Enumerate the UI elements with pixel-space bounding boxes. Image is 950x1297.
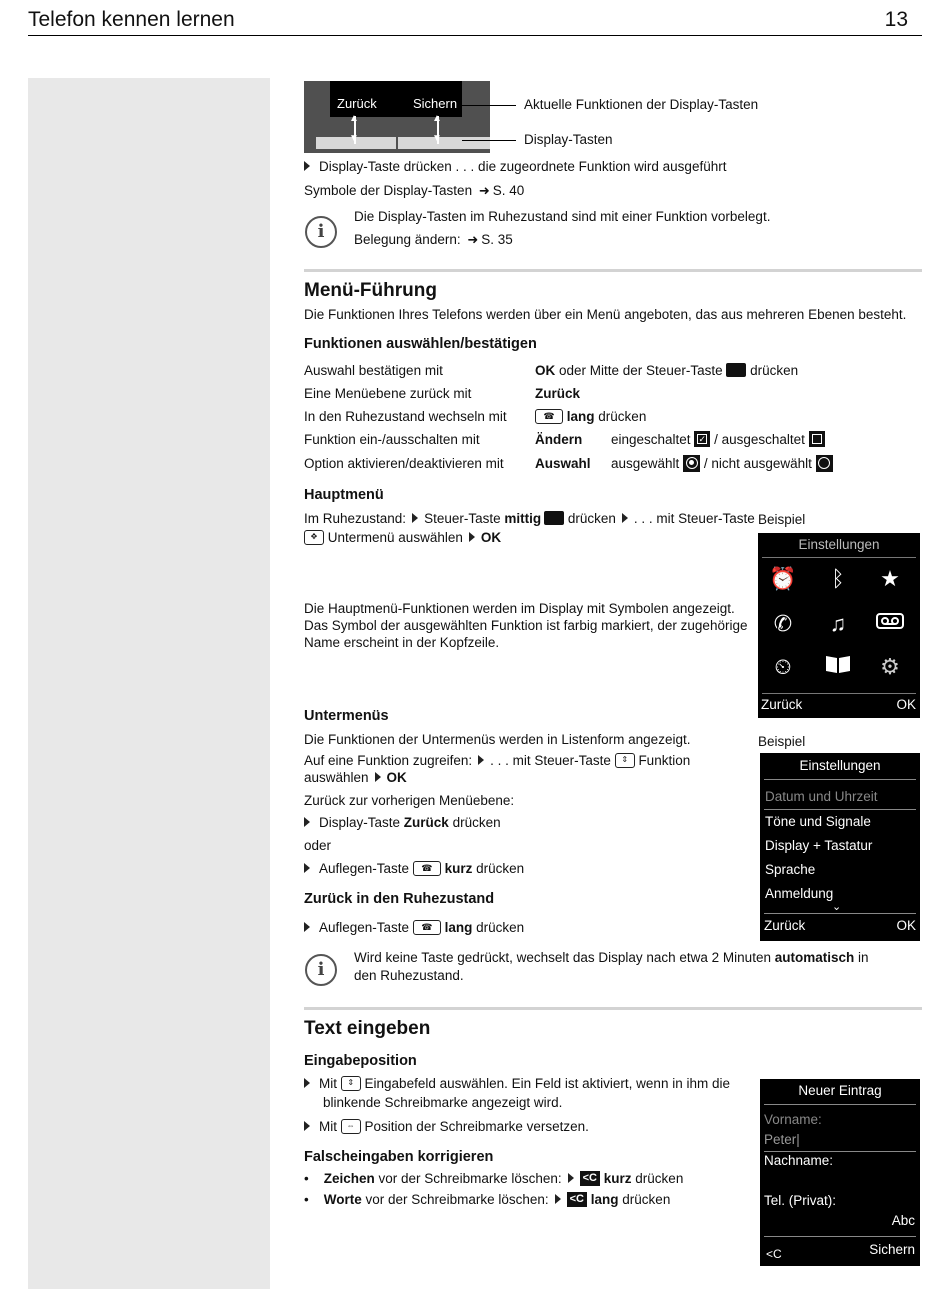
option-legend: ausgewählt / nicht ausgewählt [611,455,833,473]
device-right-key-label: Sichern [413,96,458,111]
device-left-key-label: Zurück [337,96,377,111]
step-arrow-icon [478,755,484,765]
screen-right-key[interactable]: OK [896,697,916,712]
submenu-step2: Auflegen-Taste ☎ kurz drücken [304,860,524,878]
end-call-key-icon: ☎ [413,861,441,876]
gear-icon[interactable]: ⚙ [880,654,900,679]
step-arrow-icon [555,1194,561,1204]
text-step2: Mit ⇔ Position der Schreibmarke versetzen. [304,1118,589,1136]
step-arrow-icon [412,513,418,523]
screen-right-key[interactable]: OK [896,918,916,933]
mainmenu-screen [758,533,920,718]
bluetooth-icon[interactable]: ᛒ [831,566,845,591]
mainmenu-desc-3: Name erscheint in der Kopfzeile. [304,635,500,650]
menu-row-label: Option aktivieren/deaktivieren mit [304,456,504,471]
bullet-words: • Worte vor der Schreibmarke löschen: <C lang drücken [304,1192,671,1207]
nav-key-updown-icon: ⇕ [615,753,635,768]
menu-row-action: OK oder Mitte der Steuer-Taste drücken [535,363,799,378]
screen-left-key[interactable]: Zurück [761,697,803,712]
screen-divider [764,1104,916,1105]
bullet-icon: • [304,1171,309,1186]
info-icon: i [305,954,337,986]
menu-row-action: Ändern [535,432,583,447]
screen-divider [764,913,916,914]
screen-divider [762,557,916,558]
device-display-keys [316,137,490,149]
nav-key-center-icon [544,511,564,525]
key-divider [396,137,398,149]
screen-title: Einstellungen [798,537,880,552]
callout-keys: Display-Tasten [524,132,613,147]
info-text-1: Die Display-Tasten im Ruhezustand sind mit einer Funktion vorbelegt. [354,209,771,224]
screen-divider [762,693,916,694]
input-mode-indicator: Abc [891,1213,915,1228]
delete-key-icon: <C [567,1192,587,1207]
submenu-line1: Die Funktionen der Untermenüs werden in Listenform angezeigt. [304,732,691,747]
step-arrow-icon [304,922,310,932]
text-step1: Mit ⇕ Eingabefeld auswählen. Ein Feld ist aktiviert, wenn in ihm die [304,1075,730,1093]
section-heading-menu: Menü-Führung [304,280,437,301]
screen-divider [764,809,916,810]
end-call-key-icon: ☎ [413,920,441,935]
callout-functions: Aktuelle Funktionen der Display-Tasten [524,97,759,112]
list-item[interactable]: Datum und Uhrzeit [765,789,878,804]
submenu-line4: Zurück zur vorherigen Menüebene: [304,793,515,808]
list-item[interactable]: Display + Tastatur [765,838,873,853]
callout-line [462,140,516,141]
section-separator [304,1007,922,1010]
delete-softkey[interactable]: <C [766,1247,782,1261]
header-rule [28,35,922,36]
text-step1-cont: blinkende Schreibmarke angezeigt wird. [323,1095,563,1110]
step-arrow-icon [375,772,381,782]
field-label: Vorname: [764,1112,822,1127]
screen-divider [764,1151,916,1152]
field-label[interactable]: Nachname: [764,1153,834,1168]
example-label: Beispiel [758,734,806,749]
screen-left-key[interactable]: Zurück [764,918,806,933]
bullet-chars: • Zeichen vor der Schreibmarke löschen: <C kurz drücken [304,1171,684,1186]
info-text-2: Belegung ändern: ➜ S. 35 [354,232,513,247]
screen-title: Einstellungen [799,758,881,773]
delete-key-icon: <C [580,1171,600,1186]
list-item[interactable]: Anmeldung [765,886,834,901]
voicemail-icon[interactable] [876,610,904,638]
list-item[interactable]: Sprache [765,862,816,877]
chevron-down-icon: ⌄ [832,901,842,913]
menu-row-label: In den Ruhezustand wechseln mit [304,409,507,424]
arrow-up-icon: ▲ [349,113,359,124]
section-separator [304,269,922,272]
list-item[interactable]: Töne und Signale [765,814,871,829]
idle-step: Auflegen-Taste ☎ lang drücken [304,919,524,937]
step-arrow-icon [622,513,628,523]
step-arrow-icon [304,817,310,827]
bullet-icon: • [304,1192,309,1207]
subheading-position: Eingabeposition [304,1053,417,1069]
menu-row-action: Auswahl [535,456,591,471]
mainmenu-line2: ✥ Untermenü auswählen OK [304,529,501,547]
menu-row-label: Funktion ein-/ausschalten mit [304,432,480,447]
page-ref-arrow-icon: ➜ [467,232,479,247]
info-icon: i [305,216,337,248]
nav-key-leftright-icon: ⇔ [341,1119,361,1134]
menu-row-action: ☎ lang drücken [535,408,646,426]
subheading-submenu: Untermenüs [304,708,389,724]
step-arrow-icon [304,161,310,171]
page-ref-arrow-icon: ➜ [478,183,490,198]
step-arrow-icon [568,1173,574,1183]
alarm-clock-icon[interactable]: ⏰ [769,566,797,591]
screen-divider [764,1236,916,1237]
radio-selected-icon [683,455,700,472]
callout-line [462,105,516,106]
display-key-symbols-ref: Symbole der Display-Tasten ➜ S. 40 [304,183,525,198]
subheading-correct: Falscheingaben korrigieren [304,1149,494,1165]
menu-row-label: Eine Menüebene zurück mit [304,386,472,401]
menu-intro: Die Funktionen Ihres Telefons werden über ein Menü angeboten, das aus mehreren Ebenen besteht. [304,307,907,322]
page-link[interactable]: S. 35 [481,232,513,247]
idle-info-1: Wird keine Taste gedrückt, wechselt das Display nach etwa 2 Minuten automatisch in [354,950,869,965]
subheading-mainmenu: Hauptmenü [304,487,384,503]
field-label[interactable]: Tel. (Privat): [764,1193,837,1208]
submenu-step1: Display-Taste Zurück drücken [304,814,501,832]
subheading-select: Funktionen auswählen/bestätigen [304,336,537,352]
page-header-title: Telefon kennen lernen [28,8,235,31]
page-link[interactable]: S. 40 [492,183,525,198]
end-call-key-icon: ☎ [535,409,563,424]
submenu-line3: auswählen OK [304,770,407,785]
submenu-or: oder [304,838,332,853]
mainmenu-desc-1: Die Hauptmenü-Funktionen werden im Display mit Symbolen angezeigt. [304,601,735,616]
menu-row-action: Zurück [535,386,581,401]
toggle-legend: eingeschaltet ✓ / ausgeschaltet [611,431,825,449]
step-arrow-icon [304,1121,310,1131]
star-icon[interactable]: ★ [880,566,900,591]
step-arrow-icon [304,863,310,873]
example-label: Beispiel [758,512,806,527]
nav-key-4way-icon: ✥ [304,530,324,545]
book-icon[interactable] [824,653,852,681]
submenu-screen [760,753,920,941]
checkbox-unchecked-icon [809,431,825,447]
subheading-idle: Zurück in den Ruhezustand [304,891,495,907]
step-arrow-icon [304,1078,310,1088]
screen-divider [764,779,916,780]
nav-key-updown-icon: ⇕ [341,1076,361,1091]
step-arrow-icon [469,532,475,542]
arrow-up-icon: ▲ [432,113,442,124]
display-key-step: Display-Taste drücken . . . die zugeordnete Funktion wird ausgeführt [304,158,726,176]
page-number: 13 [884,8,908,31]
screen-title: Neuer Eintrag [798,1083,882,1098]
idle-info-2: den Ruhezustand. [354,968,464,983]
nav-key-center-icon [726,363,746,377]
mainmenu-desc-2: Das Symbol der ausgewählten Funktion ist farbig markiert, der zugehörige [304,618,748,633]
arrow-down-icon: ▼ [349,133,359,144]
submenu-line2: Auf eine Funktion zugreifen: . . . mit Steuer-Taste ⇕ Funktion [304,753,691,768]
radio-unselected-icon [816,455,833,472]
menu-row-label: Auswahl bestätigen mit [304,363,443,378]
call-forward-icon[interactable]: ✆ [773,611,793,636]
left-margin-panel [28,78,270,1289]
music-note-icon[interactable]: ♫ [829,611,847,636]
save-softkey[interactable]: Sichern [869,1242,915,1257]
checkbox-checked-icon: ✓ [694,431,710,447]
section-heading-text: Text eingeben [304,1018,431,1039]
arrow-down-icon: ▼ [432,133,442,144]
timer-icon[interactable]: ⏲ [774,654,792,679]
firstname-field[interactable]: Peter| [764,1132,800,1147]
new-entry-screen [760,1079,920,1266]
mainmenu-line1: Im Ruhezustand: Steuer-Taste mittig drücken . . . mit Steuer-Taste [304,511,755,526]
